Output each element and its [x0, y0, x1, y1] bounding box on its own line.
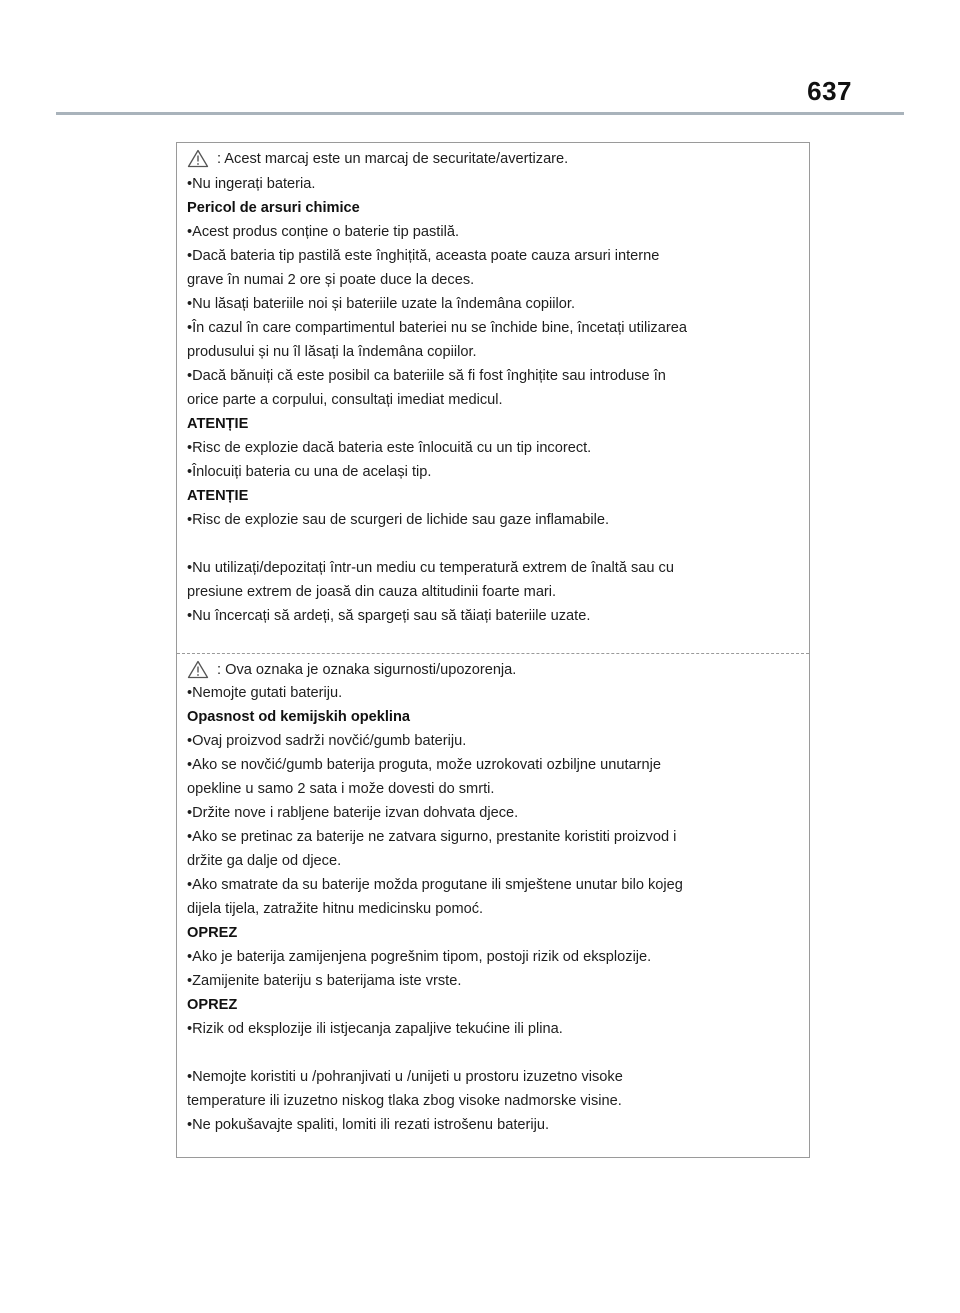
battery-safety-notice: [176, 142, 810, 1158]
notice-text-line: •Ne pokušavajte spaliti, lomiti ili rezati istrošenu bateriju.: [187, 1117, 550, 1133]
notice-text-line: •Înlocuiți bateria cu una de același tip.: [187, 464, 432, 480]
notice-heading: OPREZ: [187, 997, 238, 1013]
notice-heading: ATENȚIE: [187, 488, 249, 504]
notice-text-line: •Držite nove i rabljene baterije izvan dohvata djece.: [187, 805, 519, 821]
notice-text-line: •Nemojte gutati bateriju.: [187, 685, 343, 701]
notice-text-line: •Rizik od eksplozije ili istjecanja zapaljive tekućine ili plina.: [187, 1021, 563, 1037]
notice-text-line: •Risc de explozie sau de scurgeri de lichide sau gaze inflamabile.: [187, 512, 610, 528]
warning-marker-text: : Ova oznaka je oznaka sigurnosti/upozorenja.: [217, 661, 517, 678]
notice-text-line: •Nu lăsați bateriile noi și bateriile uzate la îndemâna copiilor.: [187, 296, 576, 312]
page-number: 637: [807, 76, 852, 106]
notice-text-line: •În cazul în care compartimentul bateriei nu se închide bine, încetați utilizarea: [187, 320, 687, 336]
notice-text-line: temperature ili izuzetno niskog tlaka zbog visoke nadmorske visine.: [187, 1093, 622, 1109]
notice-text-line: produsului și nu îl lăsați la îndemâna copiilor.: [187, 344, 477, 360]
notice-text-line: •Nu utilizați/depozitați într-un mediu cu temperatură extrem de înaltă sau cu: [187, 560, 674, 576]
notice-heading: Pericol de arsuri chimice: [187, 200, 360, 216]
warning-triangle-icon: [187, 660, 209, 679]
notice-text-line: •Acest produs conține o baterie tip pastilă.: [187, 224, 460, 240]
notice-text-line: •Nemojte koristiti u /pohranjivati u /unijeti u prostoru izuzetno visoke: [187, 1069, 623, 1085]
warning-marker-text: : Acest marcaj este un marcaj de securitate/avertizare.: [217, 150, 569, 167]
warning-marker-line: [187, 149, 568, 168]
notice-heading: OPREZ: [187, 925, 238, 941]
notice-section-romanian: [177, 143, 809, 653]
notice-text-line: presiune extrem de joasă din cauza altitudinii foarte mari.: [187, 584, 557, 600]
notice-text-line: •Risc de explozie dacă bateria este înlocuită cu un tip incorect.: [187, 440, 592, 456]
warning-triangle-icon: [187, 149, 209, 168]
notice-text-line: •Dacă bănuiți că este posibil ca bateriile să fi fost înghițite sau introduse în: [187, 368, 666, 384]
notice-heading: Opasnost od kemijskih opeklina: [187, 709, 411, 725]
notice-section-croatian: [177, 653, 809, 1159]
header-divider: [56, 112, 904, 115]
notice-text-line: •Nu ingerați bateria.: [187, 176, 316, 192]
warning-marker-line: [187, 660, 516, 679]
notice-text-line: •Ako smatrate da su baterije možda progutane ili smještene unutar bilo kojeg: [187, 877, 683, 893]
notice-text-line: •Ovaj proizvod sadrži novčić/gumb bateriju.: [187, 733, 467, 749]
notice-text-line: grave în numai 2 ore și poate duce la deces.: [187, 272, 475, 288]
notice-text-line: orice parte a corpului, consultați imediat medicul.: [187, 392, 503, 408]
notice-text-line: •Ako se novčić/gumb baterija proguta, može uzrokovati ozbiljne unutarnje: [187, 757, 661, 773]
notice-text-line: •Nu încercați să ardeți, să spargeți sau să tăiați bateriile uzate.: [187, 608, 591, 624]
notice-heading: ATENȚIE: [187, 416, 249, 432]
notice-text-line: dijela tijela, zatražite hitnu medicinsku pomoć.: [187, 901, 484, 917]
notice-text-line: •Dacă bateria tip pastilă este înghițită, aceasta poate cauza arsuri interne: [187, 248, 660, 264]
notice-text-line: •Zamijenite bateriju s baterijama iste vrste.: [187, 973, 462, 989]
notice-text-line: opekline u samo 2 sata i može dovesti do smrti.: [187, 781, 495, 797]
notice-text-line: •Ako se pretinac za baterije ne zatvara sigurno, prestanite koristiti proizvod i: [187, 829, 677, 845]
notice-text-line: držite ga dalje od djece.: [187, 853, 342, 869]
notice-text-line: •Ako je baterija zamijenjena pogrešnim tipom, postoji rizik od eksplozije.: [187, 949, 652, 965]
